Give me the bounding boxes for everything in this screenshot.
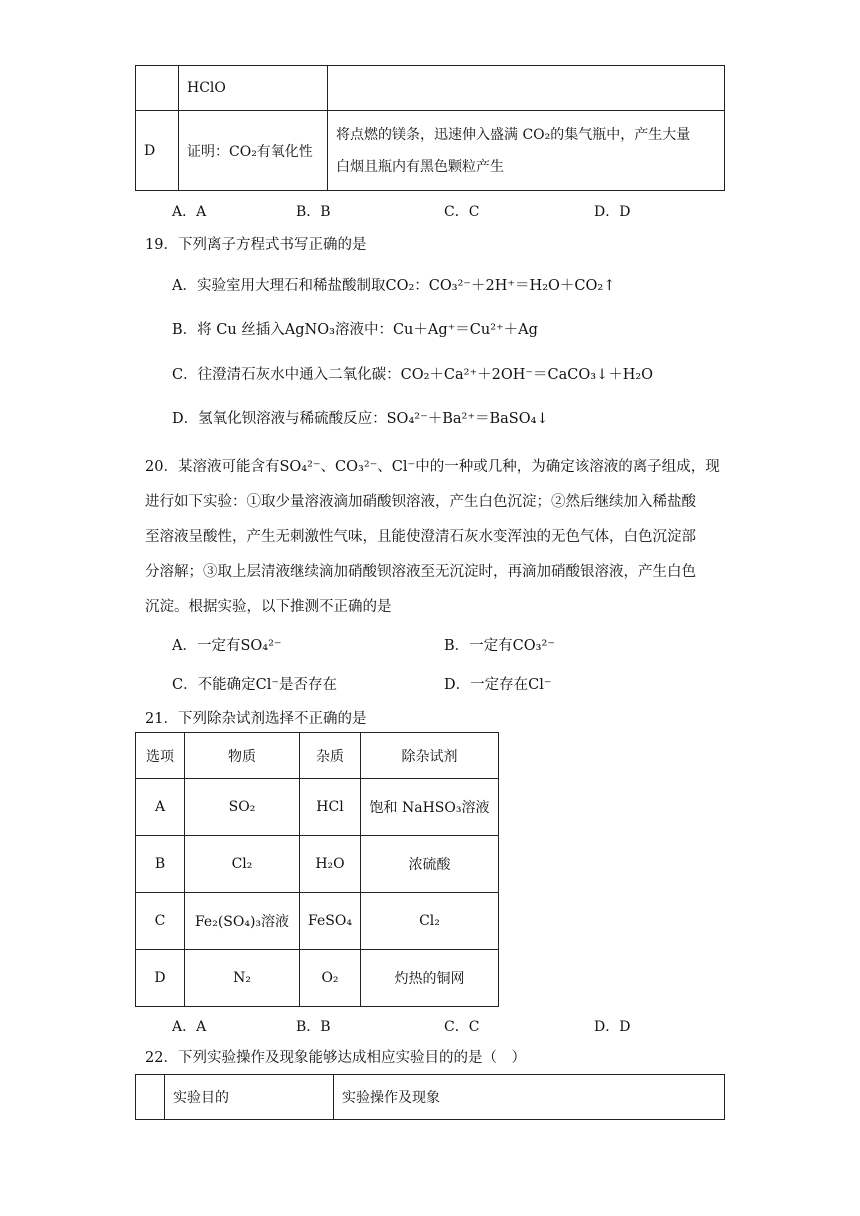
option-a: A．A [172,204,207,220]
option-a: A．一定有SO₄²⁻ [172,638,282,654]
option-c: C．不能确定Cl⁻是否存在 [172,677,337,693]
table-row [136,893,499,950]
option-d: D．D [594,1019,631,1035]
header-cell: 选项 [136,733,185,779]
cell-line: 白烟且瓶内有黑色颗粒产生 [336,158,504,175]
option-a: A．A [172,1019,207,1035]
question-line: 至溶液呈酸性，产生无刺激性气味，且能使澄清石灰水变浑浊的无色气体，白色沉淀部 [145,529,696,545]
table-cell: 饱和 NaHSO₃溶液 [361,779,499,836]
question-stem: 20．某溶液可能含有SO₄²⁻、CO₃²⁻、Cl⁻中的一种或几种，为确定该溶液的离子组成，现 [145,459,720,475]
question-stem: 22．下列实验操作及现象能够达成相应实验目的的是（ ） [145,1050,526,1066]
table-cell: D [136,950,185,1007]
question-line: 沉淀。根据实验，以下推测不正确的是 [145,599,392,615]
option-c: C．C [444,1019,480,1035]
question-line: 进行如下实验：①取少量溶液滴加硝酸钡溶液，产生白色沉淀；②然后继续加入稀盐酸 [145,494,696,510]
header-cell: 实验目的 [165,1075,334,1120]
option-a: A．实验室用大理石和稀盐酸制取CO₂：CO₃²⁻＋2H⁺＝H₂O＋CO₂↑ [172,278,616,294]
table-cell: H₂O [300,836,361,893]
option-b: B．将 Cu 丝插入AgNO₃溶液中：Cu＋Ag⁺＝Cu²⁺＋Ag [172,322,538,338]
option-d: D．氢氧化钡溶液与稀硫酸反应：SO₄²⁻＋Ba²⁺＝BaSO₄↓ [172,411,549,427]
table-row [136,779,499,836]
option-b: B．B [296,204,331,220]
option-b: B．B [296,1019,331,1035]
experiment-table [135,1074,725,1120]
table-row [136,66,725,111]
question-line: 分溶解；③取上层清液继续滴加硝酸钡溶液至无沉淀时，再滴加硝酸银溶液，产生白色 [145,564,696,580]
table-cell: HClO [179,66,328,111]
table-cell: 证明：CO₂有氧化性 [179,111,328,191]
table-cell: N₂ [185,950,300,1007]
table-header-row [136,1075,725,1120]
table-cell [328,66,725,111]
header-cell: 除杂试剂 [361,733,499,779]
table-cell: Fe₂(SO₄)₃溶液 [185,893,300,950]
table-row [136,836,499,893]
option-c: C．往澄清石灰水中通入二氧化碳：CO₂＋Ca²⁺＋2OH⁻＝CaCO₃↓＋H₂O [172,367,654,383]
table-cell: 灼热的铜网 [361,950,499,1007]
table-cell: 浓硫酸 [361,836,499,893]
table-cell [328,111,725,191]
table-cell: SO₂ [185,779,300,836]
table-cell: Cl₂ [361,893,499,950]
header-cell: 物质 [185,733,300,779]
table-cell: Cl₂ [185,836,300,893]
option-d: D．D [594,204,631,220]
table-row [136,950,499,1007]
header-cell: 杂质 [300,733,361,779]
cell-line: 将点燃的镁条，迅速伸入盛满 CO₂的集气瓶中，产生大量 [336,126,691,143]
purification-table [135,732,499,1007]
header-cell: 实验操作及现象 [334,1075,725,1120]
table-row [136,111,725,191]
table-cell: B [136,836,185,893]
table-cell: HCl [300,779,361,836]
table-cell [136,66,179,111]
option-b: B．一定有CO₃²⁻ [444,638,555,654]
option-c: C．C [444,204,480,220]
table-cell: O₂ [300,950,361,1007]
top-table [135,65,725,191]
table-cell: A [136,779,185,836]
option-d: D．一定存在Cl⁻ [444,677,552,693]
table-header-row [136,733,499,779]
table-cell: FeSO₄ [300,893,361,950]
question-stem: 19．下列离子方程式书写正确的是 [145,237,367,253]
table-cell: D [136,111,179,191]
header-cell [136,1075,165,1120]
question-stem: 21．下列除杂试剂选择不正确的是 [145,711,367,727]
table-cell: C [136,893,185,950]
